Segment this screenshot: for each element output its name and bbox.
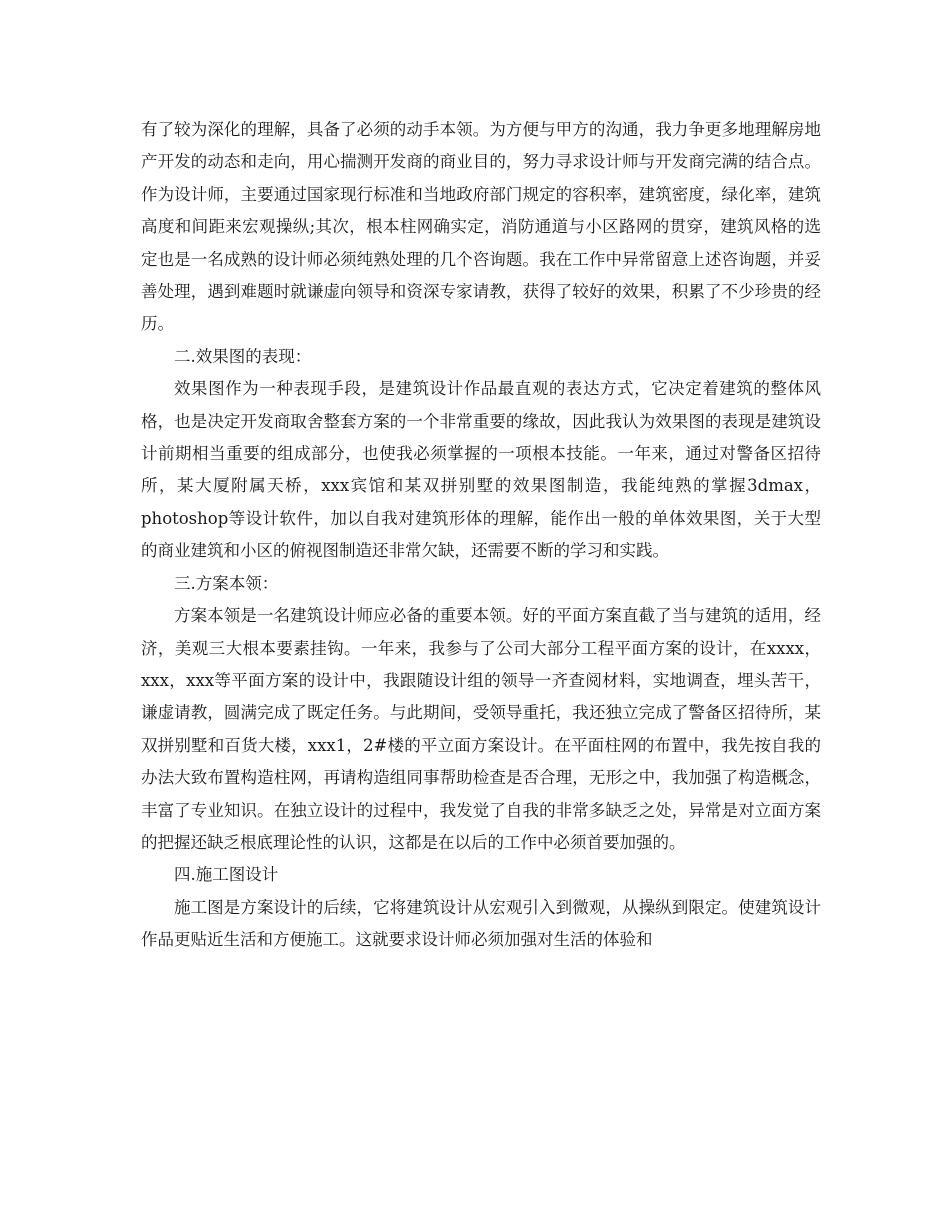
section-heading: 四.施工图设计 <box>174 865 279 885</box>
section-heading: 三.方案本领： <box>174 573 279 593</box>
body-paragraph: 有了较为深化的理解，具备了必须的动手本领。为方便与甲方的沟通，我力争更多地理解房地产开发的动态和走向，用心揣测开发商的商业目的，努力寻求设计师与开发商完满的结合点。作为设计师，主要通过国家现行标准和当地政府部门规定的容积率，建筑密度，绿化率，建筑高度和间距来宏观操纵;其次，根本柱网确实定，消防通道与小区路网的贯穿，建筑风格的选定也是一名成熟的设计师必须纯熟处理的几个咨询题。我在工作中异常留意上述咨询题，并妥善处理，遇到难题时就谦虚向领导和资深专家请教，获得了较好的效果，积累了不少珍贵的经历。 <box>141 120 821 334</box>
document-body <box>141 114 821 957</box>
body-paragraph: 方案本领是一名建筑设计师应必备的重要本领。好的平面方案直截了当与建筑的适用，经济，美观三大根本要素挂钩。一年来，我参与了公司大部分工程平面方案的设计，在xxxx，xxx，xxx等平面方案的设计中，我跟随设计组的领导一齐查阅材料，实地调查，埋头苦干，谦虚请教，圆满完成了既定任务。与此期间，受领导重托，我还独立完成了警备区招待所，某双拼别墅和百货大楼，xxx1，2#楼的平立面方案设计。在平面柱网的布置中，我先按自我的办法大致布置构造柱网，再请构造组同事帮助检查是否合理，无形之中，我加强了构造概念，丰富了专业知识。在独立设计的过程中，我发觉了自我的非常多缺乏之处，异常是对立面方案的把握还缺乏根底理论性的认识，这都是在以后的工作中必须首要加强的。 <box>141 606 821 852</box>
body-paragraph: 效果图作为一种表现手段，是建筑设计作品最直观的表达方式，它决定着建筑的整体风格，也是决定开发商取舍整套方案的一个非常重要的缘故，因此我认为效果图的表现是建筑设计前期相当重要的组成部分，也使我必须掌握的一项根本技能。一年来，通过对警备区招待所，某大厦附属天桥，xxx宾馆和某双拼别墅的效果图制造，我能纯熟的掌握3dmax，photoshop等设计软件，加以自我对建筑形体的理解，能作出一般的单体效果图，关于大型的商业建筑和小区的俯视图制造还非常欠缺，还需要不断的学习和实践。 <box>141 379 821 561</box>
body-paragraph: 施工图是方案设计的后续，它将建筑设计从宏观引入到微观，从操纵到限定。使建筑设计作品更贴近生活和方便施工。这就要求设计师必须加强对生活的体验和 <box>141 897 821 950</box>
section-heading: 二.效果图的表现： <box>174 346 312 366</box>
